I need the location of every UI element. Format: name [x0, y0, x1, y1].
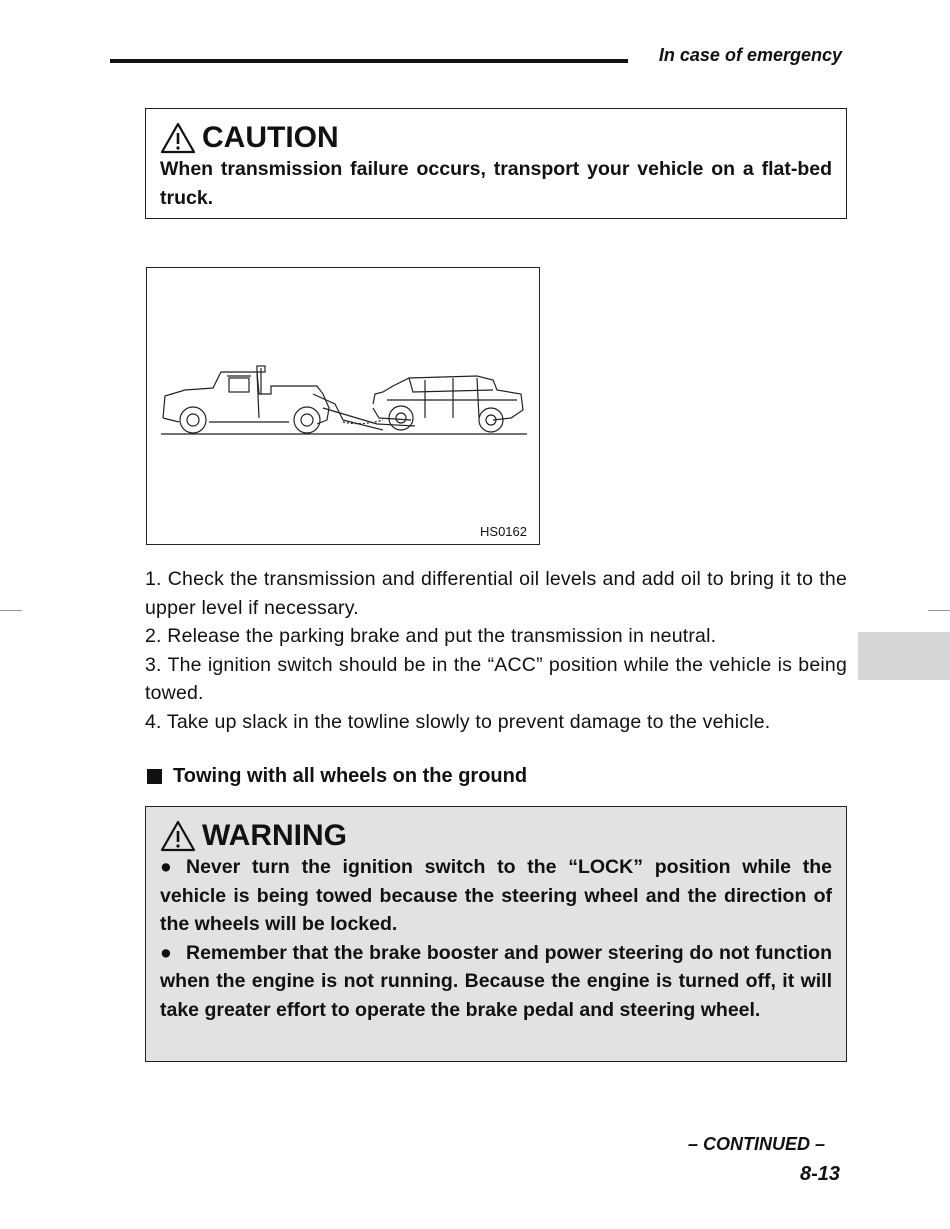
crop-mark-right: [928, 610, 950, 611]
header-rule: [110, 59, 628, 63]
warning-title: WARNING: [202, 819, 347, 852]
instruction-steps: [145, 565, 847, 736]
tow-truck-figure: [146, 267, 540, 545]
warning-item: [160, 939, 832, 1025]
chapter-side-tab: [858, 632, 950, 680]
continued-label: – CONTINUED –: [687, 1134, 825, 1154]
warning-item-text: Never turn the ignition switch to the “LOCK” position while the vehicle is being towed because the steering wheel and the direction of the wheels will be locked.: [160, 856, 832, 935]
step-item: 3. The ignition switch should be in the “ACC” position while the vehicle is being towed.: [145, 653, 847, 704]
caution-box: [145, 108, 847, 219]
figure-code: HS0162: [480, 524, 527, 539]
square-bullet-icon: [147, 769, 162, 784]
warning-item: [160, 853, 832, 939]
step-item: 4. Take up slack in the towline slowly to prevent damage to the vehicle.: [145, 710, 771, 733]
warning-heading: [160, 819, 832, 853]
caution-heading: [160, 121, 832, 155]
warning-box: [145, 806, 847, 1062]
section-subheading: [147, 765, 527, 788]
crop-mark-left: [0, 610, 22, 611]
step-item: 2. Release the parking brake and put the transmission in neutral.: [145, 625, 717, 647]
subheading-text: Towing with all wheels on the ground: [173, 765, 528, 787]
caution-text: When transmission failure occurs, transport your vehicle on a flat-bed truck.: [160, 158, 832, 209]
section-title: In case of emergency: [658, 45, 842, 65]
step-item: 1. Check the transmission and differential oil levels and add oil to bring it to the upper level if necessary.: [145, 568, 847, 619]
page-number: 8-13: [799, 1163, 840, 1185]
warning-text: [160, 853, 832, 1024]
bullet-icon: ●: [160, 941, 172, 964]
caution-title: CAUTION: [202, 121, 339, 154]
warning-item-text: Remember that the brake booster and power steering do not function when the engine is not running. Because the engine is turned off, it will take greater effort to operate the brake pedal and steering wheel.: [160, 941, 832, 1021]
warning-triangle-icon: [160, 122, 196, 154]
bullet-icon: ●: [160, 856, 172, 878]
tow-truck-illustration: [147, 268, 541, 546]
warning-triangle-icon: [160, 820, 196, 852]
